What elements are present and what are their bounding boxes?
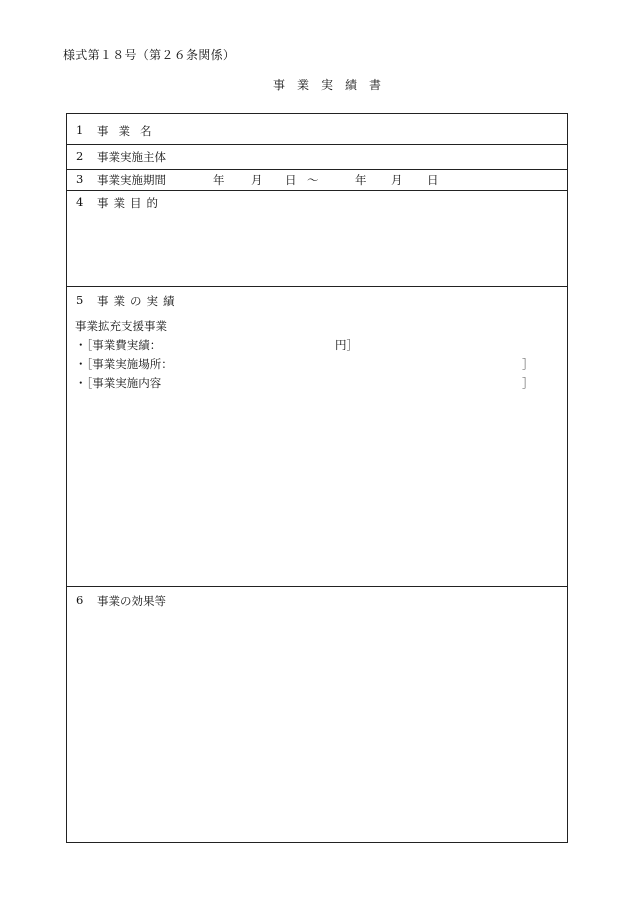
- business-name-label: 事業名: [97, 124, 162, 138]
- purpose-label: 事業目的: [97, 196, 163, 210]
- row-number: 1: [76, 123, 84, 137]
- period-label: 事業実施期間: [97, 173, 166, 187]
- cost-label: ・［事業費実績：: [75, 338, 162, 352]
- start-day-unit: 日: [285, 173, 297, 187]
- row-number: 4: [76, 195, 84, 209]
- row-number: 6: [76, 593, 84, 607]
- row-purpose: [67, 190, 567, 287]
- document-title-wrap: [0, 76, 630, 93]
- row-business-name: [67, 114, 567, 145]
- results-subheading: 事業拡充支援事業: [75, 319, 167, 333]
- effects-label: 事業の効果等: [97, 594, 166, 608]
- place-label: ・［事業実施場所：: [75, 357, 173, 371]
- period-tilde: ～: [307, 173, 319, 187]
- document-title: 事業実績書: [272, 78, 393, 92]
- row-number: 5: [76, 293, 84, 307]
- results-label: 事業の実績: [97, 294, 180, 308]
- row-period: [67, 169, 567, 191]
- content-close: ］: [522, 376, 534, 390]
- content-label: ・［事業実施内容: [75, 376, 162, 390]
- row-effects: [67, 586, 567, 842]
- place-close: ］: [522, 357, 534, 371]
- report-form-table: [66, 113, 568, 843]
- implementer-label: 事業実施主体: [97, 150, 166, 164]
- end-month-unit: 月: [391, 173, 403, 187]
- row-number: 3: [76, 172, 84, 186]
- end-day-unit: 日: [427, 173, 439, 187]
- end-year-unit: 年: [355, 173, 367, 187]
- cost-unit: 円］: [335, 338, 358, 352]
- row-implementer: [67, 144, 567, 170]
- row-number: 2: [76, 149, 84, 163]
- row-results: [67, 286, 567, 587]
- start-month-unit: 月: [251, 173, 263, 187]
- start-year-unit: 年: [213, 173, 225, 187]
- form-number: 様式第１８号（第２６条関係）: [63, 48, 236, 62]
